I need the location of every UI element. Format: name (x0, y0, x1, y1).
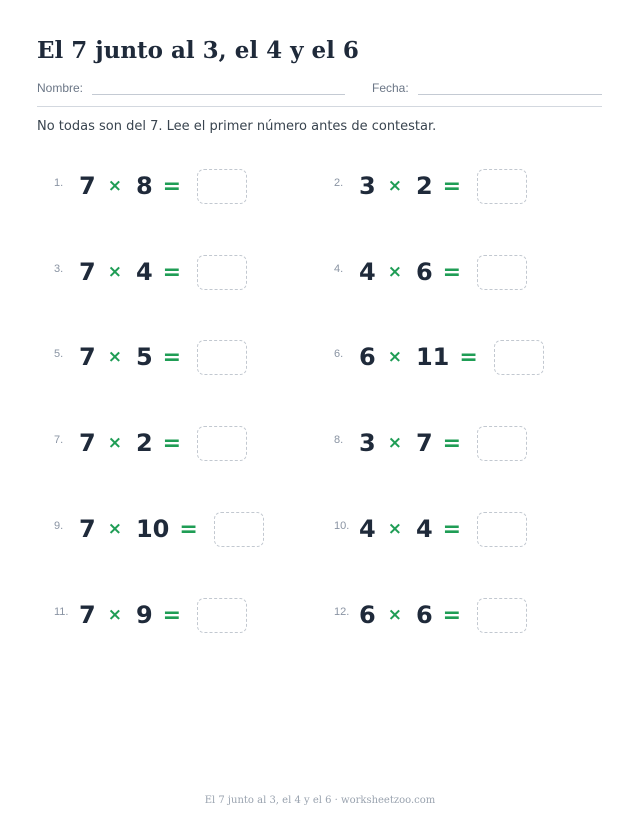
first-factor: 6 (359, 343, 376, 371)
problem-item (334, 596, 604, 634)
problem-number: 7. (54, 434, 64, 446)
equals-sign: = (162, 602, 182, 628)
second-factor: 2 (135, 429, 153, 457)
second-factor: 11 (415, 343, 450, 371)
problem-number: 2. (334, 177, 344, 189)
equals-sign: = (442, 173, 462, 199)
multiply-sign: × (107, 433, 122, 453)
multiply-sign: × (387, 519, 402, 539)
first-factor: 4 (359, 258, 376, 286)
problem-item (334, 253, 604, 291)
equation (359, 253, 527, 291)
equals-sign: = (179, 516, 198, 542)
problem-item (54, 253, 324, 291)
problem-number: 5. (54, 348, 64, 360)
date-field[interactable] (418, 94, 602, 95)
multiply-sign: × (107, 519, 122, 539)
answer-box[interactable] (494, 340, 544, 375)
equation (359, 167, 527, 205)
equals-sign: = (442, 259, 462, 285)
name-field[interactable] (92, 94, 345, 95)
first-factor: 7 (79, 172, 96, 200)
first-factor: 7 (79, 429, 96, 457)
problem-number: 10. (334, 520, 350, 532)
answer-box[interactable] (477, 169, 527, 204)
problem-item (54, 510, 324, 548)
equation (79, 338, 247, 376)
answer-box[interactable] (197, 169, 247, 204)
problem-number: 11. (54, 606, 69, 618)
second-factor: 10 (135, 515, 170, 543)
equation (79, 596, 247, 634)
first-factor: 7 (79, 515, 96, 543)
second-factor: 4 (415, 515, 433, 543)
second-factor: 7 (415, 429, 433, 457)
first-factor: 3 (359, 429, 376, 457)
footer-text: El 7 junto al 3, el 4 y el 6 · worksheetzoo.com (204, 795, 436, 806)
second-factor: 8 (135, 172, 153, 200)
name-date-fields (37, 78, 602, 98)
date-label: Fecha: (372, 81, 409, 95)
multiply-sign: × (107, 176, 122, 196)
answer-box[interactable] (197, 426, 247, 461)
equation (79, 253, 247, 291)
second-factor: 6 (415, 601, 433, 629)
answer-box[interactable] (477, 426, 527, 461)
equation (79, 167, 247, 205)
name-label: Nombre: (37, 81, 84, 95)
first-factor: 7 (79, 258, 96, 286)
problem-number: 8. (334, 434, 344, 446)
first-factor: 7 (79, 601, 96, 629)
equals-sign: = (162, 430, 182, 456)
problem-number: 6. (334, 348, 344, 360)
problem-item (54, 167, 324, 205)
first-factor: 7 (79, 343, 96, 371)
answer-box[interactable] (197, 340, 247, 375)
problem-number: 9. (54, 520, 64, 532)
first-factor: 4 (359, 515, 376, 543)
second-factor: 5 (135, 343, 153, 371)
multiply-sign: × (387, 605, 402, 625)
equals-sign: = (442, 602, 462, 628)
equals-sign: = (162, 259, 182, 285)
answer-box[interactable] (214, 512, 264, 547)
problem-number: 12. (334, 606, 350, 618)
equation (359, 424, 527, 462)
equation (359, 338, 544, 376)
multiply-sign: × (387, 347, 402, 367)
second-factor: 9 (135, 601, 153, 629)
equals-sign: = (162, 344, 182, 370)
equals-sign: = (459, 344, 478, 370)
answer-box[interactable] (197, 255, 247, 290)
multiply-sign: × (107, 605, 122, 625)
first-factor: 3 (359, 172, 376, 200)
problem-item (334, 510, 604, 548)
problem-number: 1. (54, 177, 64, 189)
problem-number: 3. (54, 263, 64, 275)
second-factor: 6 (415, 258, 433, 286)
equals-sign: = (442, 430, 462, 456)
problem-item (334, 338, 604, 376)
header-divider (37, 106, 602, 107)
instructions-text: No todas son del 7. Lee el primer número antes de contestar. (37, 119, 437, 134)
multiply-sign: × (387, 262, 402, 282)
multiply-sign: × (387, 176, 402, 196)
answer-box[interactable] (477, 512, 527, 547)
answer-box[interactable] (477, 255, 527, 290)
problem-item (334, 424, 604, 462)
problem-item (54, 338, 324, 376)
second-factor: 2 (415, 172, 433, 200)
answer-box[interactable] (197, 598, 247, 633)
equation (359, 510, 527, 548)
equals-sign: = (162, 173, 182, 199)
second-factor: 4 (135, 258, 153, 286)
worksheet-title: El 7 junto al 3, el 4 y el 6 (37, 37, 359, 64)
equation (79, 424, 247, 462)
problem-item (54, 596, 324, 634)
equation (79, 510, 264, 548)
first-factor: 6 (359, 601, 376, 629)
problem-item (334, 167, 604, 205)
multiply-sign: × (107, 262, 122, 282)
problem-number: 4. (334, 263, 344, 275)
equation (359, 596, 527, 634)
multiply-sign: × (387, 433, 402, 453)
answer-box[interactable] (477, 598, 527, 633)
equals-sign: = (442, 516, 462, 542)
problem-item (54, 424, 324, 462)
multiply-sign: × (107, 347, 122, 367)
